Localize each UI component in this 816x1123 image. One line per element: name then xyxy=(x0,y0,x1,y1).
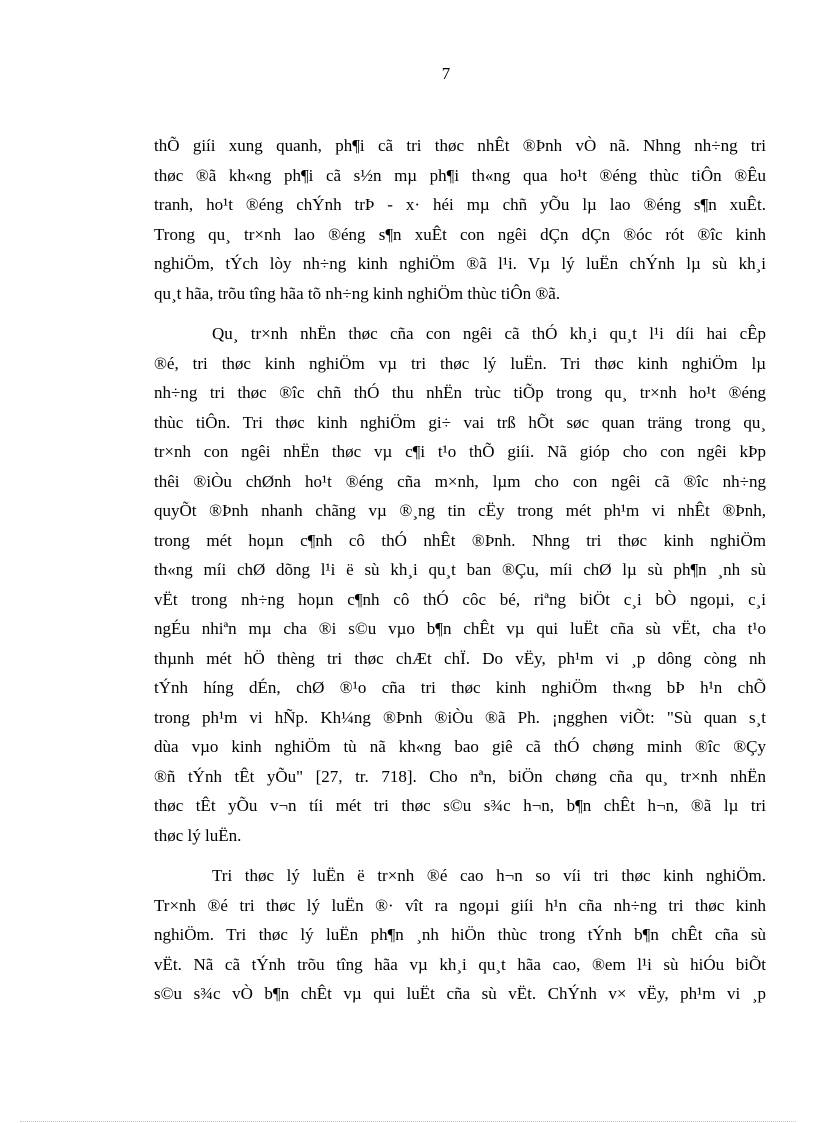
text-line: ®é, tri thøc kinh nghiÖm vµ tri thøc lý luËn. Tri thøc kinh nghiÖm lµ xyxy=(154,353,766,373)
text-line: tr×nh con ngêi nhËn thøc vµ c¶i t¹o thÕ giíi. Nã gióp cho con ngêi kÞp xyxy=(154,442,766,461)
text-line: quyÕt ®Þnh nhanh chãng vµ ®¸ng tin cËy trong mét ph¹m vi nhÊt ®Þnh, xyxy=(154,501,766,520)
text-line: ®ñ tÝnh tÊt yÕu" [27, tr. 718]. Cho nªn, biÖn chøng cña qu¸ tr×nh nhËn xyxy=(154,766,766,786)
text-line: nghiÖm. Tri thøc lý luËn ph¶n ¸nh hiÖn thùc trong tÝnh b¶n chÊt cña sù xyxy=(154,925,766,944)
text-line: tÝnh híng dÉn, chØ ®¹o cña tri thøc kinh nghiÖm th«ng bÞ h¹n chÕ xyxy=(154,678,766,697)
text-line: dùa vµo kinh nghiÖm tù nã kh«ng bao giê cã thÓ chøng minh ®îc ®Çy xyxy=(154,737,766,756)
page-number: 7 xyxy=(441,64,451,83)
page-bottom-border xyxy=(20,1121,796,1122)
text-line: thÕ giíi xung quanh, ph¶i cã tri thøc nhÊt ®Þnh vÒ nã. Nhng nh÷ng tri xyxy=(154,136,766,155)
text-line: Tr×nh ®é tri thøc lý luËn ®· vît ra ngoµi giíi h¹n cña nh÷ng tri thøc kinh xyxy=(154,895,766,915)
text-line: thêi ®iÒu chØnh ho¹t ®éng cña m×nh, lµm cho con ngêi cã ®îc nh÷ng xyxy=(154,471,766,491)
text-line: trong mét hoµn c¶nh cô thÓ nhÊt ®Þnh. Nhng tri thøc kinh nghiÖm xyxy=(154,530,766,550)
paragraph xyxy=(154,319,766,850)
text-line: nghiÖm, tÝch lòy nh÷ng kinh nghiÖm ®ã l¹i. Vµ lý luËn chÝnh lµ sù kh¸i xyxy=(154,254,766,273)
text-line: Tri thøc lý luËn ë tr×nh ®é cao h¬n so víi tri thøc kinh nghiÖm. xyxy=(212,866,766,885)
text-line: thµnh mét hÖ thèng tri thøc chÆt chÏ. Do vËy, ph¹m vi ¸p dông còng nh xyxy=(154,648,766,668)
text-line: thùc tiÔn. Tri thøc kinh nghiÖm gi÷ vai trß hÕt søc quan träng trong qu¸ xyxy=(154,412,766,432)
text-line: ngÉu nhiªn mµ cha ®i s©u vµo b¶n chÊt vµ qui luËt cña sù vËt, cha t¹o xyxy=(154,619,766,638)
text-line: thøc lý luËn. xyxy=(154,825,242,845)
text-line: th«ng míi chØ dõng l¹i ë sù kh¸i qu¸t ban ®Çu, míi chØ lµ sù ph¶n ¸nh sù xyxy=(154,560,766,579)
text-line: Trong qu¸ tr×nh lao ®éng s¶n xuÊt con ngêi dÇn dÇn ®óc rót ®îc kinh xyxy=(154,224,766,244)
text-line: tranh, ho¹t ®éng chÝnh trÞ - x· héi mµ chñ yÕu lµ lao ®éng s¶n xuÊt. xyxy=(154,195,766,214)
text-line: thøc ®ã kh«ng ph¶i cã s½n mµ ph¶i th«ng qua ho¹t ®éng thùc tiÔn ®Êu xyxy=(154,165,766,185)
text-line: nh÷ng tri thøc ®îc chñ thÓ thu nhËn trùc tiÕp trong qu¸ tr×nh ho¹t ®éng xyxy=(154,383,766,402)
paragraph xyxy=(154,131,766,308)
text-line: vËt. Nã cã tÝnh trõu tîng hãa vµ kh¸i qu¸t hãa cao, ®em l¹i sù hiÓu biÕt xyxy=(154,954,766,974)
body-text xyxy=(154,131,766,1020)
text-line: s©u s¾c vÒ b¶n chÊt vµ qui luËt cña sù vËt. ChÝnh v× vËy, ph¹m vi ¸p xyxy=(154,984,766,1003)
paragraph xyxy=(154,861,766,1009)
text-line: vËt trong nh÷ng hoµn c¶nh cô thÓ côc bé, riªng biÖt c¸i bÒ ngoµi, c¸i xyxy=(154,589,766,609)
text-line: thøc tÊt yÕu v¬n tíi mét tri thøc s©u s¾c h¬n, b¶n chÊt h¬n, ®ã lµ tri xyxy=(154,796,766,815)
text-line: trong ph¹m vi hÑp. Kh¼ng ®Þnh ®iÒu ®ã Ph. ¡ngghen viÕt: "Sù quan s¸t xyxy=(154,707,766,727)
text-line: qu¸t hãa, trõu tîng hãa tõ nh÷ng kinh nghiÖm thùc tiÔn ®ã. xyxy=(154,283,561,303)
text-line: Qu¸ tr×nh nhËn thøc cña con ngêi cã thÓ kh¸i qu¸t l¹i díi hai cÊp xyxy=(212,324,766,343)
